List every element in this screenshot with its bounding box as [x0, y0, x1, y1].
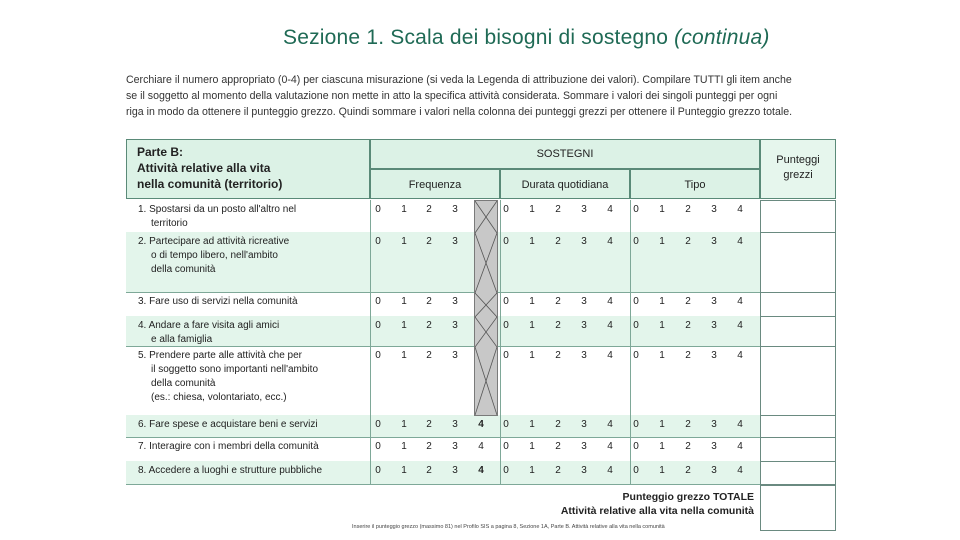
type-option[interactable]: 4 [737, 350, 743, 361]
frequency-option[interactable]: 4 [478, 419, 484, 430]
type-option[interactable]: 1 [659, 419, 665, 430]
type-option[interactable]: 3 [711, 236, 717, 247]
type-option[interactable]: 1 [659, 465, 665, 476]
instructions-line: riga in modo da ottenere il punteggio grezzo. Quindi sommare i valori nella colonna dei punteggi grezzi per ottenere il Punteggio grezzo totale. [126, 106, 793, 118]
daily-duration-option[interactable]: 1 [529, 465, 535, 476]
type-option[interactable]: 2 [685, 236, 691, 247]
type-option[interactable]: 3 [711, 419, 717, 430]
item-label-line: della comunità [151, 264, 216, 275]
frequency-option[interactable]: 1 [401, 441, 407, 452]
daily-duration-option[interactable]: 3 [581, 350, 587, 361]
supports-label: SOSTEGNI [536, 148, 594, 160]
item-label-line: territorio [151, 218, 188, 229]
item-label-line: 7. Interagire con i membri della comunità [138, 441, 319, 452]
raw-score-label: Punteggi [776, 154, 820, 166]
daily-duration-option[interactable]: 0 [503, 296, 509, 307]
item-label-line: 4. Andare a fare visita agli amici [138, 320, 280, 331]
type-option[interactable]: 4 [737, 320, 743, 331]
frequency-label: Frequenza [408, 179, 462, 191]
frequency-option[interactable]: 0 [375, 296, 381, 307]
item-label [138, 295, 298, 309]
column-divider [370, 200, 371, 484]
raw-score-input[interactable] [760, 232, 836, 293]
instructions-line: se il soggetto al momento della valutazione non mette in atto la specifica attività considerata. Sommare i valori dei singoli punteggi per ogni [126, 90, 778, 102]
type-option[interactable]: 1 [659, 236, 665, 247]
daily-duration-option[interactable]: 0 [503, 320, 509, 331]
item-label [138, 464, 322, 478]
type-option[interactable]: 2 [685, 419, 691, 430]
total-score-input[interactable] [760, 485, 836, 531]
daily-duration-option[interactable]: 2 [555, 350, 561, 361]
raw-score-label: grezzi [783, 169, 813, 181]
daily-duration-option[interactable]: 3 [581, 296, 587, 307]
raw-score-input[interactable] [760, 292, 836, 317]
frequency-option[interactable]: 1 [401, 350, 407, 361]
frequency-option[interactable]: 0 [375, 419, 381, 430]
daily-duration-option[interactable]: 2 [555, 419, 561, 430]
part-title-cell [126, 139, 370, 199]
item-label [138, 235, 289, 277]
part-title-line: Parte B: [137, 145, 184, 159]
type-option[interactable]: 4 [737, 236, 743, 247]
frequency-option[interactable]: 0 [375, 320, 381, 331]
raw-score-input[interactable] [760, 346, 836, 416]
part-title-line: nella comunità (territorio) [137, 177, 283, 191]
frequency-option[interactable]: 1 [401, 296, 407, 307]
item-label-line: 2. Partecipare ad attività ricreative [138, 236, 290, 247]
item-label-line: e alla famiglia [151, 334, 213, 345]
frequency-option[interactable]: 3 [452, 320, 458, 331]
daily-duration-option[interactable]: 3 [581, 204, 587, 215]
title-suffix: (continua) [674, 26, 770, 49]
raw-score-header [760, 139, 836, 199]
footer-note: Inserire il punteggio grezzo (massimo 81) nel Profilo SIS a pagina 8, Sezione 1A, Parte B. Attività relative alla vita nella comunità [352, 524, 665, 530]
daily-duration-option[interactable]: 1 [529, 236, 535, 247]
type-option[interactable]: 3 [711, 204, 717, 215]
type-option[interactable]: 2 [685, 465, 691, 476]
type-option[interactable]: 3 [711, 465, 717, 476]
daily-duration-option[interactable]: 2 [555, 236, 561, 247]
frequency-option[interactable]: 3 [452, 296, 458, 307]
type-option[interactable]: 1 [659, 204, 665, 215]
item-label-line: 1. Spostarsi da un posto all'altro nel [138, 204, 297, 215]
raw-score-input[interactable] [760, 200, 836, 233]
frequency-option[interactable]: 3 [452, 441, 458, 452]
frequency-option[interactable]: 0 [375, 350, 381, 361]
frequency-option[interactable]: 1 [401, 204, 407, 215]
frequency-option[interactable]: 3 [452, 465, 458, 476]
type-option[interactable]: 0 [633, 419, 639, 430]
instructions-line: Cerchiare il numero appropriato (0-4) per ciascuna misurazione (si veda la Legenda di attribuzione dei valori). Compilare TUTTI gli item anche [126, 74, 792, 86]
daily-duration-option[interactable]: 3 [581, 419, 587, 430]
daily-duration-option[interactable]: 1 [529, 320, 535, 331]
type-label: Tipo [684, 179, 706, 191]
type-option[interactable]: 2 [685, 441, 691, 452]
item-label-line: o di tempo libero, nell'ambito [151, 250, 278, 261]
total-label-line: Attività relative alla vita nella comunità [560, 505, 754, 517]
not-applicable-cell [474, 200, 498, 416]
type-option[interactable]: 2 [685, 350, 691, 361]
type-option[interactable]: 4 [737, 465, 743, 476]
frequency-option[interactable]: 3 [452, 350, 458, 361]
frequency-option[interactable]: 1 [401, 320, 407, 331]
type-option[interactable]: 4 [737, 296, 743, 307]
row-divider [126, 292, 760, 293]
daily-duration-option[interactable]: 2 [555, 204, 561, 215]
frequency-option[interactable]: 3 [452, 419, 458, 430]
item-label-line: della comunità [151, 378, 216, 389]
type-option[interactable]: 2 [685, 296, 691, 307]
frequency-option[interactable]: 2 [426, 236, 432, 247]
frequency-option[interactable]: 0 [375, 465, 381, 476]
daily-duration-option[interactable]: 4 [607, 296, 613, 307]
frequency-option[interactable]: 1 [401, 236, 407, 247]
type-option[interactable]: 1 [659, 441, 665, 452]
daily-duration-option[interactable]: 0 [503, 236, 509, 247]
type-option[interactable]: 0 [633, 465, 639, 476]
type-option[interactable]: 3 [711, 320, 717, 331]
daily-duration-option[interactable]: 1 [529, 204, 535, 215]
frequency-header [370, 169, 500, 199]
daily-duration-option[interactable]: 1 [529, 419, 535, 430]
item-label [138, 349, 318, 405]
daily-duration-option[interactable]: 2 [555, 465, 561, 476]
type-option[interactable]: 3 [711, 296, 717, 307]
daily-duration-option[interactable]: 4 [607, 350, 613, 361]
type-option[interactable]: 4 [737, 419, 743, 430]
daily-duration-option[interactable]: 2 [555, 441, 561, 452]
supports-header [370, 139, 760, 169]
daily-duration-label: Durata quotidiana [521, 179, 609, 191]
item-label-line: (es.: chiesa, volontariato, ecc.) [151, 392, 287, 403]
daily-duration-header [500, 169, 630, 199]
frequency-option[interactable]: 3 [452, 204, 458, 215]
daily-duration-option[interactable]: 0 [503, 419, 509, 430]
type-option[interactable]: 0 [633, 320, 639, 331]
instructions [126, 72, 842, 120]
type-option[interactable]: 1 [659, 350, 665, 361]
item-label [138, 440, 319, 454]
part-title-line: Attività relative alla vita [137, 161, 271, 175]
frequency-option[interactable]: 1 [401, 419, 407, 430]
daily-duration-option[interactable]: 4 [607, 320, 613, 331]
frequency-option[interactable]: 2 [426, 419, 432, 430]
daily-duration-option[interactable]: 1 [529, 441, 535, 452]
type-option[interactable]: 3 [711, 350, 717, 361]
item-label-line: 6. Fare spese e acquistare beni e servizi [138, 419, 318, 430]
total-label [561, 491, 754, 517]
frequency-option[interactable]: 2 [426, 204, 432, 215]
type-option[interactable]: 2 [685, 320, 691, 331]
type-option[interactable]: 1 [659, 320, 665, 331]
type-option[interactable]: 0 [633, 441, 639, 452]
raw-score-input[interactable] [760, 461, 836, 485]
support-needs-table [126, 139, 836, 483]
type-option[interactable]: 3 [711, 441, 717, 452]
item-label-line: 5. Prendere parte alle attività che per [138, 350, 302, 361]
raw-score-input[interactable] [760, 437, 836, 462]
daily-duration-option[interactable]: 3 [581, 320, 587, 331]
type-option[interactable]: 0 [633, 350, 639, 361]
row-divider [126, 484, 760, 485]
type-option[interactable]: 4 [737, 204, 743, 215]
frequency-option[interactable]: 0 [375, 236, 381, 247]
item-label [138, 203, 296, 231]
daily-duration-option[interactable]: 4 [607, 419, 613, 430]
frequency-option[interactable]: 4 [478, 441, 484, 452]
type-option[interactable]: 1 [659, 296, 665, 307]
title-main: Sezione 1. Scala dei bisogni di sostegno [283, 26, 669, 49]
daily-duration-option[interactable]: 2 [555, 296, 561, 307]
daily-duration-option[interactable]: 4 [607, 204, 613, 215]
daily-duration-option[interactable]: 2 [555, 320, 561, 331]
crossed-out-marks [475, 201, 497, 415]
frequency-option[interactable]: 2 [426, 465, 432, 476]
frequency-option[interactable]: 1 [401, 465, 407, 476]
daily-duration-option[interactable]: 4 [607, 465, 613, 476]
frequency-option[interactable]: 2 [426, 296, 432, 307]
daily-duration-option[interactable]: 0 [503, 465, 509, 476]
daily-duration-option[interactable]: 0 [503, 441, 509, 452]
daily-duration-option[interactable]: 0 [503, 204, 509, 215]
type-header [630, 169, 760, 199]
type-option[interactable]: 4 [737, 441, 743, 452]
raw-score-input[interactable] [760, 415, 836, 438]
frequency-option[interactable]: 0 [375, 204, 381, 215]
frequency-option[interactable]: 2 [426, 441, 432, 452]
item-label [138, 418, 318, 432]
daily-duration-option[interactable]: 1 [529, 296, 535, 307]
daily-duration-option[interactable]: 4 [607, 441, 613, 452]
item-label [138, 319, 279, 347]
daily-duration-option[interactable]: 4 [607, 236, 613, 247]
row-divider [126, 437, 760, 438]
page-title [283, 26, 770, 50]
type-option[interactable]: 0 [633, 236, 639, 247]
column-divider [630, 200, 631, 484]
frequency-option[interactable]: 3 [452, 236, 458, 247]
daily-duration-option[interactable]: 0 [503, 350, 509, 361]
daily-duration-option[interactable]: 3 [581, 441, 587, 452]
frequency-option[interactable]: 2 [426, 320, 432, 331]
daily-duration-option[interactable]: 3 [581, 236, 587, 247]
type-option[interactable]: 0 [633, 296, 639, 307]
item-label-line: 8. Accedere a luoghi e strutture pubbliche [138, 465, 323, 476]
type-option[interactable]: 0 [633, 204, 639, 215]
item-label-line: il soggetto sono importanti nell'ambito [151, 364, 319, 375]
raw-score-input[interactable] [760, 316, 836, 347]
frequency-option[interactable]: 4 [478, 465, 484, 476]
daily-duration-option[interactable]: 1 [529, 350, 535, 361]
row-divider [126, 346, 760, 347]
total-label-line: Punteggio grezzo TOTALE [622, 491, 754, 503]
frequency-option[interactable]: 2 [426, 350, 432, 361]
item-label-line: 3. Fare uso di servizi nella comunità [138, 296, 298, 307]
type-option[interactable]: 2 [685, 204, 691, 215]
column-divider [500, 200, 501, 484]
daily-duration-option[interactable]: 3 [581, 465, 587, 476]
frequency-option[interactable]: 0 [375, 441, 381, 452]
